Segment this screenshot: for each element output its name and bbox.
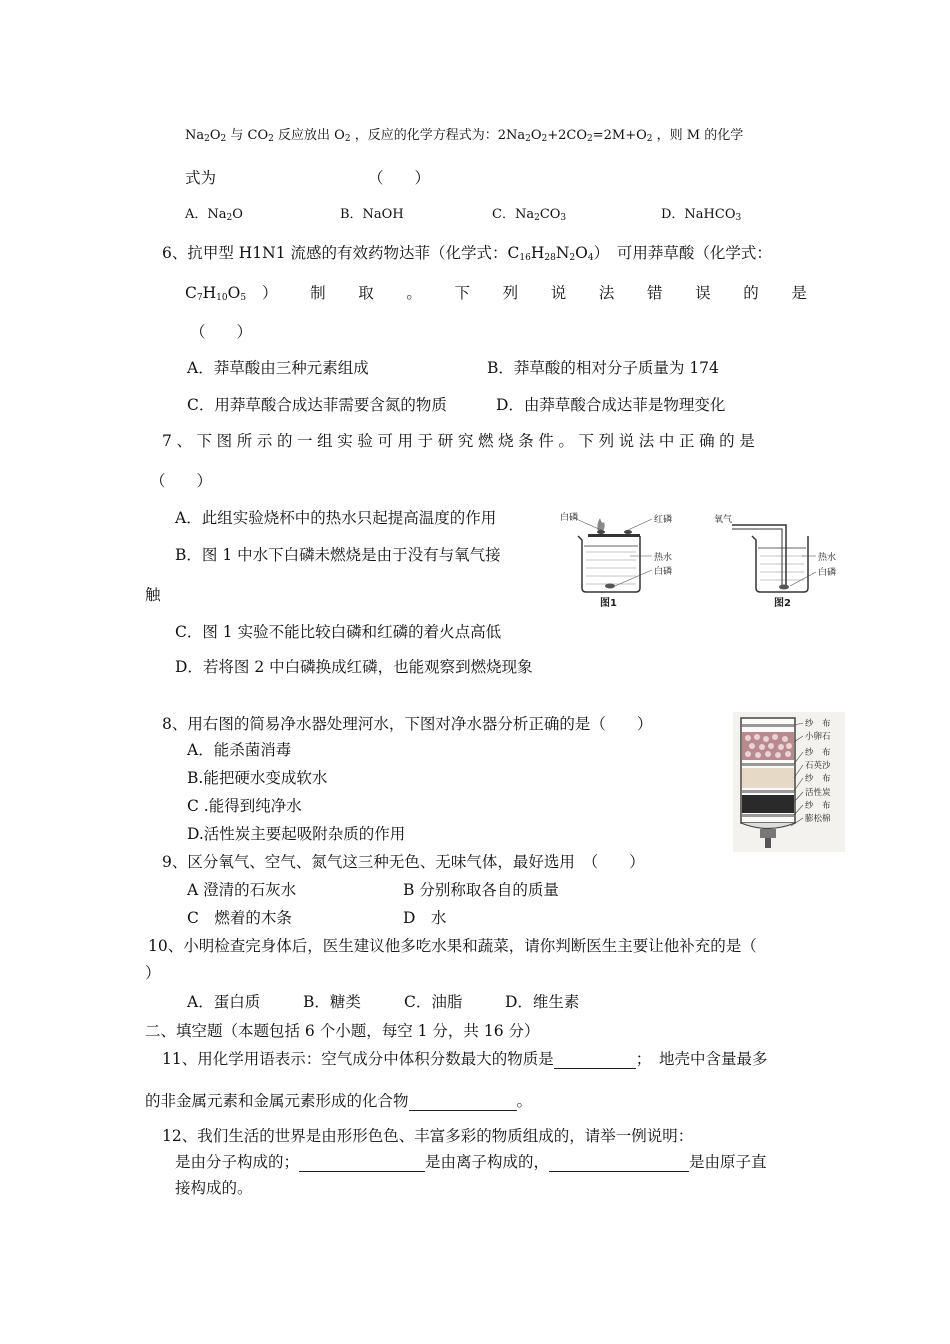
svg-text:纱 布: 纱 布 (805, 801, 831, 811)
section-2-heading: 二、填空题（本题包括 6 个小题，每空 1 分，共 16 分） (145, 1022, 540, 1040)
svg-text:热水: 热水 (818, 553, 837, 563)
activated-carbon-layer (742, 795, 794, 813)
svg-text:图1: 图1 (600, 598, 617, 608)
svg-text:红磷: 红磷 (654, 515, 673, 525)
svg-text:白磷: 白磷 (818, 568, 837, 578)
svg-text:石英沙: 石英沙 (805, 761, 831, 771)
gauze-layer (742, 763, 794, 766)
gauze-layer (742, 724, 794, 727)
q6-stem-line1: 6、抗甲型 H1N1 流感的有效药物达菲（化学式：$C_{16}H_{28}N_2O_4$） 可用莽草酸（化学式： (162, 244, 772, 263)
svg-text:纱 布: 纱 布 (805, 719, 831, 729)
svg-text:小卵石: 小卵石 (805, 732, 831, 742)
q10-stem: 10、小明检查完身体后，医生建议他多吃水果和蔬菜，请你判断医生主要让他补充的是（ (148, 937, 757, 955)
q9-option-c: C 燃着的木条 (187, 909, 292, 927)
q8-stem: 8、用右图的简易净水器处理河水，下图对净水器分析正确的是（ ） (162, 715, 653, 733)
stopper (760, 829, 776, 838)
q5-option-a: A．$Na_2O$ (185, 207, 243, 223)
q7-figure-1 (560, 510, 690, 608)
gauze-layer (742, 814, 794, 817)
svg-text:膨松棉: 膨松棉 (805, 814, 831, 824)
red-phosphorus (624, 530, 632, 534)
q9-option-d: D 水 (403, 909, 447, 927)
q6-option-d: D．由莽草酸合成达菲是物理变化 (496, 396, 726, 414)
answer-blank[interactable] (299, 1155, 425, 1172)
q12-stem: 12、我们生活的世界是由形形色色、丰富多彩的物质组成的，请举一例说明： (162, 1127, 694, 1145)
q12-line2: 是由分子构成的； 是由离子构成的， 是由原子直 (175, 1153, 767, 1171)
svg-text:纱 布: 纱 布 (805, 774, 831, 784)
q9-stem: 9、区分氧气、空气、氮气这三种无色、无味气体，最好选用 （ ） (162, 853, 645, 871)
gauze-layer (742, 790, 794, 793)
q10-option-a: A．蛋白质 (187, 993, 261, 1011)
q10-option-d: D．维生素 (505, 993, 580, 1011)
answer-blank[interactable] (409, 1094, 517, 1111)
svg-text:活性炭: 活性炭 (805, 788, 831, 798)
svg-text:纱 布: 纱 布 (805, 748, 831, 758)
white-phosphorus-underwater (779, 585, 789, 590)
svg-text:氧气: 氧气 (714, 515, 733, 525)
q8-option-c: C .能得到纯净水 (187, 797, 302, 815)
q11-stem-line1: 11、用化学用语表示：空气成分中体积分数最大的物质是 ； 地壳中含量最多 (162, 1050, 768, 1068)
q6-stem-line2: ） 制 取 。 下 列 说 法 错 误 的 是 (262, 284, 807, 302)
quartz-sand-layer (742, 768, 794, 788)
answer-blank[interactable] (554, 1052, 636, 1069)
q12-line3: 接构成的。 (175, 1179, 253, 1197)
q7-stem: 7、下图所示的一组实验可用于研究燃烧条件。下列说法中正确的是 (162, 432, 760, 450)
q5-option-d: D．NaHCO$_3$ (661, 207, 742, 223)
svg-text:图2: 图2 (774, 598, 791, 608)
q7-option-c: C．图 1 实验不能比较白磷和红磷的着火点高低 (175, 623, 502, 641)
svg-text:白磷: 白磷 (560, 513, 579, 523)
q6-option-b: B．莽草酸的相对分子质量为 174 (487, 359, 719, 377)
copper-sheet (588, 534, 640, 537)
oxygen-tube (732, 525, 786, 586)
q7-answer-paren: （ ） (150, 472, 213, 490)
q6-answer-paren: （ ） (190, 323, 253, 341)
q8-option-b: B.能把硬水变成软水 (187, 769, 328, 787)
q7-option-b: B．图 1 中水下白磷未燃烧是由于没有与氧气接 (175, 546, 501, 564)
q7-option-a: A．此组实验烧杯中的热水只起提高温度的作用 (175, 509, 497, 527)
q9-option-a: A 澄清的石灰水 (187, 881, 297, 899)
q8-option-d: D.活性炭主要起吸附杂质的作用 (187, 825, 406, 843)
q10-option-c: C．油脂 (404, 993, 463, 1011)
q8-water-purifier-figure (733, 712, 845, 852)
q10-stem-cont: ） (145, 964, 161, 982)
q5-stem-line1: $Na_2O_2$ 与 $CO_2$ 反应放出 $O_2$ ，反应的化学方程式为：$2Na_2O_2+2CO_2=2M+O_2$ ，则 M 的化学 (185, 128, 744, 144)
answer-blank[interactable] (549, 1155, 689, 1172)
q11-stem-line2: 的非金属元素和金属元素形成的化合物 。 (145, 1092, 533, 1110)
q9-option-b: B 分别称取各自的质量 (403, 881, 559, 899)
svg-text:白磷: 白磷 (654, 567, 673, 577)
q7-figure-2 (712, 510, 842, 608)
svg-text:热水: 热水 (654, 553, 673, 563)
q6-stem-formula: $C_7H_{10}O_5$ (185, 284, 247, 303)
q10-option-b: B．糖类 (303, 993, 361, 1011)
q6-option-a: A．莽草酸由三种元素组成 (187, 359, 369, 377)
cotton-layer (741, 823, 795, 829)
outlet-tube (765, 838, 771, 848)
q5-option-c: C．$Na_2CO_3$ (492, 207, 567, 223)
q7-option-d: D．若将图 2 中白磷换成红磷，也能观察到燃烧现象 (175, 658, 533, 676)
q5-option-b: B．NaOH (340, 207, 404, 222)
q5-answer-paren: （ ） (368, 169, 431, 187)
q7-option-b-cont: 触 (145, 586, 161, 604)
q5-stem-line2: 式为 (185, 169, 217, 187)
q8-option-a: A．能杀菌消毒 (187, 741, 292, 759)
q6-option-c: C．用莽草酸合成达菲需要含氮的物质 (187, 396, 447, 414)
white-phosphorus-underwater (605, 584, 615, 589)
